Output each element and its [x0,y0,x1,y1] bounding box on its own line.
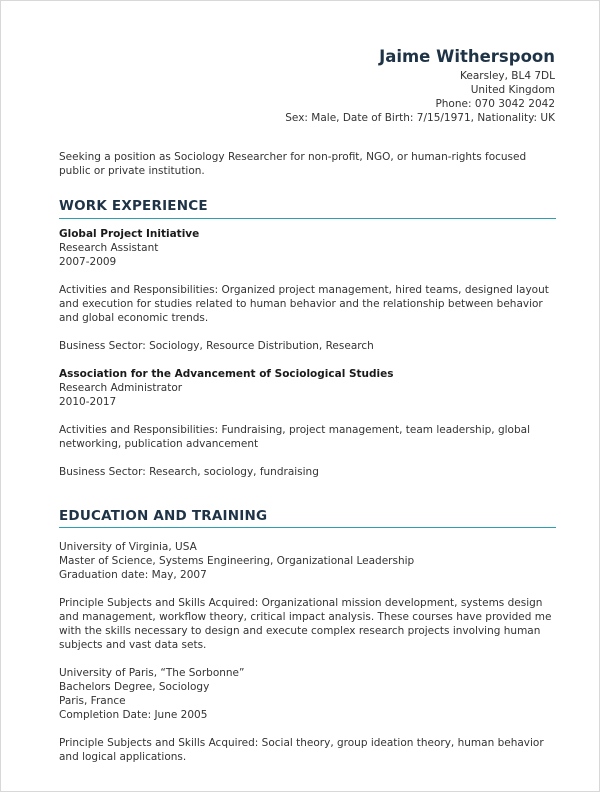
job-sector: Business Sector: Research, sociology, fundraising [59,466,319,478]
school-skills: Principle Subjects and Skills Acquired: Organizational mission development, systems design and management, workflow theory, critical impact analysis. These courses have provided me with the skills necessary to design and execute complex research projects involving human subjects and vast data sets. [59,597,552,651]
work-experience-heading: WORK EXPERIENCE [59,198,208,214]
job-sector: Business Sector: Sociology, Resource Distribution, Research [59,340,374,352]
school-name: University of Paris, “The Sorbonne” [59,667,245,679]
contact-header [285,47,555,125]
education-divider [59,527,556,528]
school-degree: Bachelors Degree, Sociology [59,681,210,693]
job-activities: Activities and Responsibilities: Organized project management, hired teams, designed layout and execution for studies related to human behavior and the relationship between behavior and global economic trends. [59,284,549,324]
education-list [59,540,556,764]
work-experience-divider [59,218,556,219]
school-skills: Principle Subjects and Skills Acquired: Social theory, group ideation theory, human behavior and logical applications. [59,737,544,763]
address-line-1: Kearsley, BL4 7DL [460,70,555,82]
job-dates: 2007-2009 [59,256,117,268]
work-experience-list [59,227,556,479]
job-role: Research Assistant [59,242,159,254]
school-date: Completion Date: June 2005 [59,709,208,721]
job-activities: Activities and Responsibilities: Fundraising, project management, team leadership, global networking, publication advancement [59,424,530,450]
personal-details: Sex: Male, Date of Birth: 7/15/1971, Nationality: UK [285,112,555,124]
school-degree: Master of Science, Systems Engineering, Organizational Leadership [59,555,415,567]
objective: Seeking a position as Sociology Researcher for non-profit, NGO, or human-rights focused public or private institution. [59,151,527,177]
candidate-name: Jaime Witherspoon [379,47,555,66]
job-employer: Global Project Initiative [59,228,200,240]
job-employer: Association for the Advancement of Sociological Studies [59,368,394,380]
address-line-2: United Kingdom [470,84,555,96]
school-location: Paris, France [59,695,126,707]
job-dates: 2010-2017 [59,396,117,408]
school-name: University of Virginia, USA [59,541,197,553]
education-heading: EDUCATION AND TRAINING [59,508,268,524]
school-date: Graduation date: May, 2007 [59,569,207,581]
job-role: Research Administrator [59,382,183,394]
phone: Phone: 070 3042 2042 [435,98,555,110]
